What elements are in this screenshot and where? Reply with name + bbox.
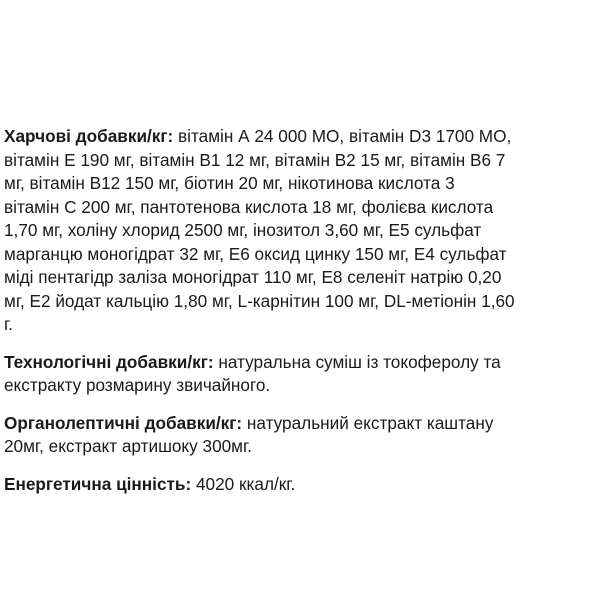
text-line: марганцю моногідрат 32 мг, Е6 оксид цинку 150 мг, Е4 сульфат <box>4 243 507 264</box>
feed-additives-text: вітамін А 24 000 МО, вітамін D3 1700 МО, <box>173 126 512 146</box>
text-line: 20мг, екстракт артишоку 300мг. <box>4 436 252 456</box>
feed-additives-paragraph <box>4 125 592 337</box>
text-line <box>4 351 592 375</box>
energy-value-paragraph <box>4 473 592 497</box>
text-line: вітамін Е 190 мг, вітамін В1 12 мг, вітамін В2 15 мг, вітамін В6 7 <box>4 149 506 170</box>
text-line <box>4 125 592 149</box>
text-line: г. <box>4 314 13 334</box>
text-line: мг, Е2 йодат кальцію 1,80 мг, L-карнітин 100 мг, DL-метіонін 1,60 <box>4 290 515 311</box>
text-line: вітамін С 200 мг, пантотенова кислота 18 мг, фолієва кислота <box>4 196 494 217</box>
ingredients-text-block <box>4 125 592 510</box>
organoleptic-additives-paragraph <box>4 412 592 459</box>
text-line: мг, вітамін В12 150 мг, біотин 20 мг, нікотинова кислота 3 <box>4 173 455 193</box>
technological-additives-text: натуральна суміш із токоферолу та <box>213 351 501 372</box>
organoleptic-additives-text: натуральний екстракт каштану <box>242 412 494 433</box>
technological-additives-label: Технологічні добавки/кг: <box>4 351 214 372</box>
technological-additives-paragraph <box>4 351 592 398</box>
text-line: 1,70 мг, холіну хлорид 2500 мг, інозитол 3,60 мг, Е5 сульфат <box>4 220 482 240</box>
text-line <box>4 473 592 497</box>
text-line: екстракту розмарину звичайного. <box>4 375 271 395</box>
energy-value-text: 4020 ккал/кг. <box>191 473 296 494</box>
feed-additives-label: Харчові добавки/кг: <box>4 126 174 146</box>
organoleptic-additives-label: Органолептичні добавки/кг: <box>4 412 243 433</box>
energy-value-label: Енергетична цінність: <box>4 473 192 494</box>
text-line <box>4 412 592 436</box>
text-line: міді пентагідр заліза моногідрат 110 мг, Е8 селеніт натрію 0,20 <box>4 267 502 287</box>
